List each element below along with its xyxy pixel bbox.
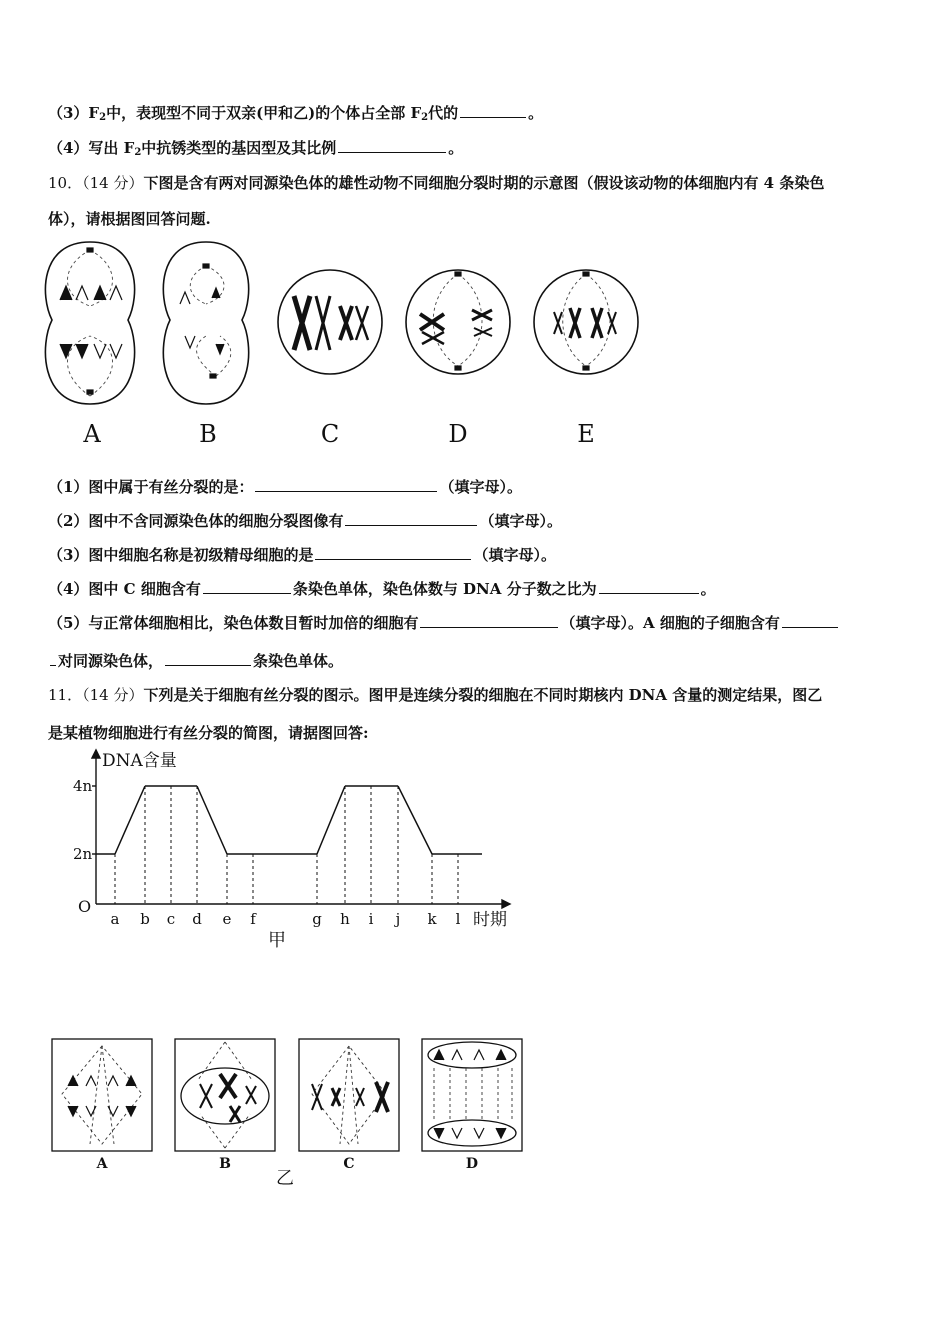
chart-title: 甲 [268,930,286,951]
y-tick-label: 2n [73,845,93,863]
answer-blank[interactable] [345,511,477,526]
y-axis-arrow [92,750,100,758]
x-tick-label: i [368,910,374,928]
answer-blank[interactable] [599,579,699,594]
x-tick-label: c [166,910,176,928]
q10-part4: （4）图中 C 细胞含有 条染色单体，染色体数与 DNA 分子数之比为 。 [48,580,716,598]
x-tick-label: g [312,910,322,928]
plant-mitosis-figure [50,1036,530,1188]
series-line [317,786,345,854]
series-line [197,786,227,854]
cell-label: D [448,420,468,448]
answer-blank[interactable] [255,477,437,492]
x-tick-label: d [192,910,202,928]
panel-B-frame [175,1039,275,1151]
cell-label: C [320,420,340,448]
cell-label: E [577,420,595,448]
answer-blank[interactable] [460,103,526,118]
q11-stem: 11．（14 分）下列是关于细胞有丝分裂的图示。图甲是连续分裂的细胞在不同时期核内 DNA 含量的测定结果，图乙 [48,686,823,704]
x-tick-label: a [110,910,120,928]
x-axis-label: 时期 [473,910,507,930]
cell-D-membrane [406,270,510,374]
cell-division-figure [40,236,650,450]
y-axis-label: DNA含量 [102,751,177,771]
x-tick-label: e [222,910,232,928]
q10-part2: （2）图中不含同源染色体的细胞分裂图像有 （填字母）。 [48,512,562,530]
cell-A-membrane [45,242,134,404]
x-tick-label: f [250,910,256,928]
q10-part1: （1）图中属于有丝分裂的是： （填字母）。 [48,478,522,496]
answer-blank[interactable] [50,651,56,666]
answer-blank[interactable] [315,545,471,560]
q9-part3: $(3)F_2$中，表现型不同于双亲(甲和乙)的个体占全部 $F_2$代的 。 [48,104,544,123]
cell-label: B [199,420,217,448]
dna-content-chart [70,748,520,953]
question-number: 11．（14 分） [48,686,144,704]
panel-A-frame [52,1039,152,1151]
panel-B-nucleus [181,1068,269,1124]
panel-label: A [96,1156,108,1172]
x-tick-label: k [427,910,437,928]
answer-blank[interactable] [782,613,838,628]
panel-label: C [343,1156,355,1172]
cell-label: A [83,420,101,448]
q10-part5-cont: 对同源染色体， 条染色单体。 [48,650,343,671]
panel-label: B [219,1156,231,1172]
q11-stem-cont: 是某植物细胞进行有丝分裂的简图，请据图回答: [48,724,369,742]
panel-title: 乙 [276,1168,294,1188]
q10-part5: （5）与正常体细胞相比，染色体数目暂时加倍的细胞有 （填字母）。A 细胞的子细胞含有 [48,612,840,633]
answer-blank[interactable] [338,138,446,153]
cell-C-membrane [278,270,382,374]
origin-label: O [78,897,92,916]
answer-blank[interactable] [165,651,251,666]
answer-blank[interactable] [420,613,558,628]
question-number: 10．（14 分） [48,174,144,192]
series-line [398,786,432,854]
answer-blank[interactable] [203,579,291,594]
x-tick-label: h [340,910,350,928]
x-axis-arrow [502,900,510,908]
x-tick-label: l [455,910,461,928]
series-line [115,786,145,854]
y-tick-label: 4n [73,777,93,795]
x-tick-label: j [395,910,401,928]
q10-stem-cont: 体），请根据图回答问题. [48,210,211,228]
q9-part4: （4）写出 $F_2$中抗锈类型的基因型及其比例 。 [48,139,464,158]
q10-stem: 10．（14 分）下图是含有两对同源染色体的雄性动物不同细胞分裂时期的示意图（假设该动物的体细胞内有 4 条染色 [48,174,825,192]
x-tick-label: b [140,910,150,928]
panel-label: D [465,1156,479,1172]
cell-E-membrane [534,270,638,374]
q10-part3: （3）图中细胞名称是初级精母细胞的是 （填字母）。 [48,546,556,564]
